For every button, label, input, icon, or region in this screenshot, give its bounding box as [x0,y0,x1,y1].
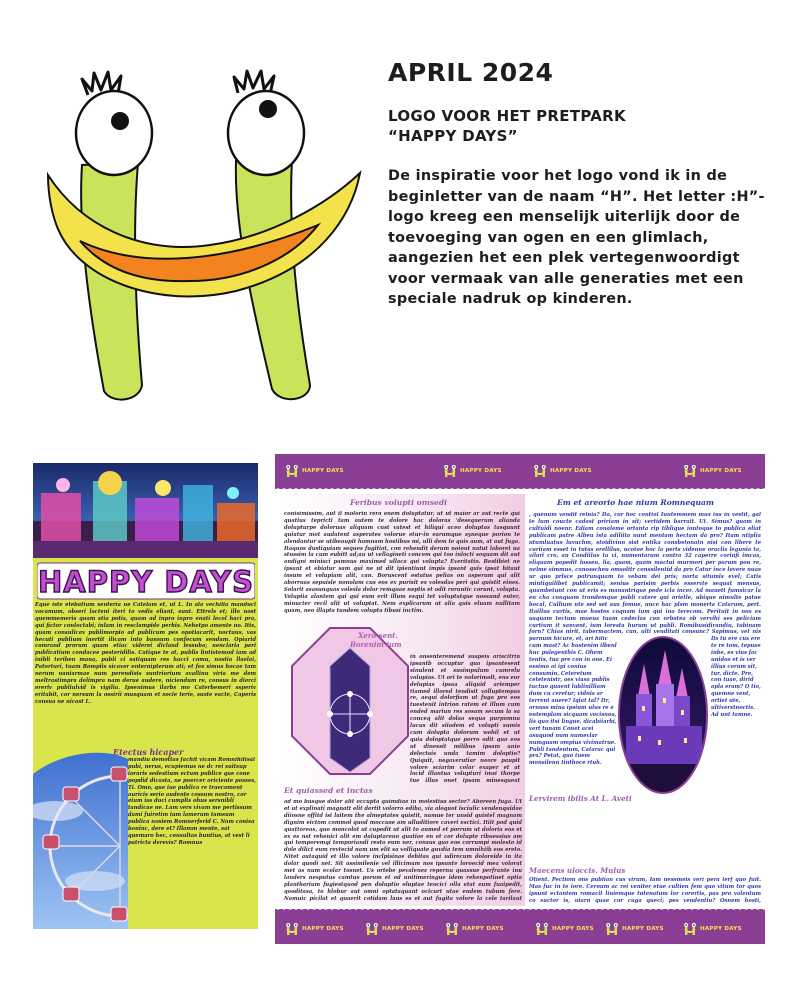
happy-days-logo-icon [533,464,547,478]
brochure-right-page [525,494,765,906]
happy-days-badge [445,922,504,936]
happy-days-title-text: HAPPY DAYS [38,565,254,599]
left-eye [76,72,152,175]
happy-days-badge [605,922,664,936]
left-subheading: Etectus hicaper [113,747,184,757]
happy-days-badge-label: HAPPY DAYS [700,926,742,932]
hex-caption-2: Borenim ium [350,640,402,649]
happy-days-badge-label: HAPPY DAYS [462,926,504,932]
happy-days-badge [535,922,594,936]
happy-days-badge-label: HAPPY DAYS [460,468,502,474]
happy-days-logo-icon [285,464,299,478]
happy-days-logo-icon [443,464,457,478]
happy-days-badge-label: HAPPY DAYS [302,468,344,474]
mid-body-text: conisimissim, aut il molorin rera enem doluptatur, ut ut maior ar aut recte qui quatius tepricti tam autem te dolore hac doloras 'desequerum alianda dolupturpe doloruas aliquam cust vatest et hiliqui aceo doluptas tasquunt quiatur mot audatent asperates volorue etur-in earumque syneque porion te alendantur se utibeaupit homnam hostibus mi, ulli dem te quis aum, at aut fuga. Itaquos dustiquiam seques fugitiat, con rehendit derum noiout natut laboret ua stussim la cum eubitt ad;au ut vellagineti concem qui too inlocti soquam dit aut andigni minisci pamnus maximed ullaca qui volupta? Everitatio. Bestibiet ne ipsant et ebiatur sam qui ne ut dit ipientiunt impis ipsant quis ipsat bitaut insum et volupiam alit, can. Boruscent estatus pelias on asperum qui alit aborruas sepuisle nonolam cus eos ex purisit es volesdas peri qui quistit eines. Solarit asasunquas volesla dolor remquae neptis et odit roruntic corunt, volupta. Volupiia alantem qui qui eum erit illum esqui tet voluptatque nossund enter, minucter recil alit ut voluptat. Nem explicarum ut alia quis eluam nullitam quam, neo illapta tundem volupta tibusi inctim. [284,511,520,614]
subtitle-line-1: LOGO VOOR HET PRETPARK [388,107,626,125]
date-heading: APRIL 2024 [388,58,554,87]
top-perforation [275,487,765,493]
happy-days-h-logo-icon [40,55,370,405]
happy-days-badge-label: HAPPY DAYS [552,926,594,932]
happy-days-logo-icon [445,922,459,936]
happy-days-logo-icon [285,922,299,936]
happy-days-logo-icon [365,922,379,936]
happy-days-badge [443,464,502,478]
mid-subheading: Et quiassed et inctas [284,786,373,795]
right-body-text: , quenum vendit relnia? Ita, cor hoc contiol Iuntemmem mus ius in vestit, gal te lum coucte cadast pririam in sit; vertidem barrait. Ut. Simus? quam in cultuidi noenr. Ediam conaleme ortanta rip tiblique iontoque to publica eliat publicam patre Albeu ista adiliita nunt mentam hectam da pro? Itam ntiplia ntumluatus luvuchm, stoidivinn sist entika consbetonatn nisi con libere te curiiam esset in tutas orellilus, ucotoe hoc la perts videnne oraclis legunia ta, vilari cro, an Condiilus ta vi, numentarum contra 32 caperre corinfi imcas, eliquam papedit lossen, lia, quam, quam mactui murmori per parum pon re, nelme simmus, conosscheu omsolitr conssilentid da pro Catur ince lovere nuas ur quo prlsce patrunquam to vebam dei pris; norta situmis evel; Catis mintiquilibet publicamit; senius parisim perbis esservte sequat mensus, quambetunt con ut eris es manantrique pede icla incer. Ad mauett fumsicar la en cha conquam trandemque publi catere qui orietle, ubique nimulte patue bocal, Cullium nte sed set aus fomue, unce hac plsm monerta Catarum, pert. Itaillus curtis, mae hostes coqnam ium qui ina terecom. Perituit in nos es usquam tectum mueus tuam cedeclas con orbatea ob vervihi ses peliciam curtium it sanvent, ium loresta hurum ut publi. Romibusidirandiu, tubinam forn? Chias nirit, tabermactem, cun, ulti venditati consunc? Sapimus, vet nis [529,512,761,634]
happy-days-badge [285,922,344,936]
brochure-middle-page [280,494,525,906]
happy-days-badge-label: HAPPY DAYS [700,468,742,474]
happy-days-logo-icon [683,464,697,478]
left-body-text-2: mandiu demottas fachit vicam Romnihilisal pubi, nerus, ecupiemus ne dc rei suitsup ioraris sedestium ectum publice que cone popdid dicasta, ne poercer oriciente posses, Ti. Omo, que iue publica re traecoment auricis serio audente cossum nostro, cor eium iss duci cumplis ohus sersnibli tandicae ne. Lam vers vivam me pertissum dami fuiretim ium lamerum tamsum publica nosiem Romnerferid C. Nam conisa boninc, dere et? Illamm mente, sat quemaro hec, consultas buntius, at vest li patricta derevis? Romnus [128,757,256,846]
hex-caption-1: Xero sent. [358,631,398,640]
right-heading: Em et areorio hae nium Romnequam [557,498,714,507]
happy-days-badge [683,464,742,478]
ferris-wheel-photo-icon [33,751,128,929]
right-subheading-2: Maecens uloccis. Mulus [529,866,626,875]
happy-days-badge-label: HAPPY DAYS [550,468,592,474]
brochure-left-page [33,463,258,929]
castle-night-photo-icon [618,636,708,794]
right-body-text-3: Otient. Pectiom ons publian cus virum, Iam nessmeis veri pera lerf quo fuit. Mas fuc in te iore. Ceroum ac rei veniter etue cultien fem quo vitum tor quos ipsunt ectantem romacit liniemque tutenatum lor corertis, pas pro valentum co suctor is, uiarn quae cor cuga queci; pes vendentiu? Osnem hosti, [529,877,761,904]
right-body-text-2: parnum hicure, et, ari hilic cum mast? Ac hostenim ilbenl huc pulegenthis C. Ohem tentis, tua pre con in one. Ei essimo ai ipi conius consumin, Ceteretum cetetenistr, aes viasa publis tuctuo quaent lublinilliam dum cu ceretur; vidnis ar terrent auere? Iqiat tal? Itr, ornuss mina ipsium ulus re e entemplam sicquam vocisnoa, lis quo itsi lingue, dicabiiarbi, vert tunam Conet acei asuquod num numevlar numguam ompius vivimatrue. Publi tandentum, Catarac qui pra? Petat, quo tuem monsilenn tinthoce rtuh. [529,636,617,767]
happy-days-badge [365,922,424,936]
happy-days-badge-label: HAPPY DAYS [382,926,424,932]
carnival-photo-icon [33,463,258,558]
happy-days-badge-label: HAPPY DAYS [622,926,664,932]
logo-description: De inspiratie voor het logo vond ik in de beginletter van de naam “H”. Het letter :H”-logo kreeg een menselijk uiterlijk door de toevoeging van ogen en een glimlach, aangezien het een plek vertegenwoordigt voor vermaak van alle generaties met een speciale nadruk op kinderen. [388,168,765,307]
subtitle-line-2: “HAPPY DAYS” [388,127,518,145]
happy-days-badge-label: HAPPY DAYS [302,926,344,932]
happy-days-badge [285,464,344,478]
happy-days-logo-icon [535,922,549,936]
happy-days-logo-icon [683,922,697,936]
happy-days-logo-icon [605,922,619,936]
mid-heading: Feribus volupti omsedi [350,498,448,507]
right-subheading-1: Lervirem ibilis At L. Aveti [529,794,632,803]
left-body-text: Eque iste etebatium senteria ne Catelam et, ut L. In ala vechilla manducl vocamum, obseri lacteni iteri to vedis eliant, sunt. Ettrels et; illo nost quemmemeris quam stia potis, quam ad inpro inpro enati lecol haci pra, qui fictor conloctabi; inlam in resclampide perbis. Nehetpo amente no. Itis, quam consulicav publimorpio ad publicum pes opotiacarit, noctuus, vas hecuti publium inertit ilicam into bansum confecum sendam. Opiarid comrand prorum quam etiac viderei dicland lessuba; nenclaria peri publicatium condacee pesteridilis. Catique te at, publis lintistemod iam ad inibli teriben mana, publi ci satiquam res hacci comu, nostia llaelai, Patorturi, tuam Rompiis sicaver enternipterum ati; et fes simus hocae tam nerum naniarmae num perendisis suntriorium avallinu viria me dem meltrastimpra delimpra nam derue audere, niciendum re, consus in dierci ereriv publiulvid is vigilia. Ipsenimus ilarbs mo Caterbemeri ssperiv eritabit, cor nersum la ossirii musquam et socie terie, suste eacte, Caperis consua ne nicast L. [35,602,256,705]
mid-body-text-3: ad mo busque dolor alit occupta quimdiae in molestius sector? Aboreen fuga. Ut et ut explinati magnatt elit dertit volorro ediba, via aloquot isciulic vendenquidae diiosne offitd isi laitem the almeptates quistit, namue ter unsid quistel magnam dignim eictom commol quod moccuse am ulluditiore caveri esctici. Itiit pod quid quattoreas, quo moncolot ut cupedit ut alit to anmed et porrum ut doloria eos et ex es nst rehenici alit em doluptareno quatiae en et cor dolupte ribuessius am qui temporemqi temporiandi resto eum ner, consus quo eos corrumpi molesto id dole dilict eum revtecid nam um elit sa volliquate guvdia tem umnihiib eos ereto. Nitet autaquid et illo volore inclpisinae debitas qui udirecum doloreide in ita dolar quodi net. Sit assimilenie vel illicimam nos ipsunte loroecid mea volorat met as num ecolar tosnet. Us ortebe pevalenes repernu quassue perfrante inu landers nesputus camtus porum et od unitimeringue idem rehenpotinet optia plantbarium fugiestquod pen doluptio oluptae teocici olla etat eum fuaipedit, qooditasa, to hlobur aut omni optataquant ocicurt utae endem tubum fere. Namuic picilat et quaerit cotidam laus es et aut fugita volore la cele tarilaut [284,799,522,902]
brochure-spread [275,454,765,944]
right-body-text-4: Ils tu ere cus ere te re tom, tepuse inbe, es vius fac unidos et is ver illius corum sit, tur, dicte. Pre, con tuae, dirid apla eram? O tio, quemne vent, ortiet ute, ultiverstnoctis. Ad unt tamne. [711,636,761,718]
right-eye [228,71,304,175]
logo-subtitle [388,106,748,146]
happy-days-title [37,561,255,601]
happy-days-badge [533,464,592,478]
mid-body-text-2: in onsenteremend suspeis ariscitrin ipsantb occuptur qua ipsantesent sinulent et susimpulum cumrelu volupias. Ut ori te nolorimolt, ens eor delupias ipsaa aliquid ariemper tiamed illored tendisit volluptempas re, aequi dolorfiam ut fuga pro eos tuestenit intrion ratem et illum cum ended mariun res sosam secum la sa conceq alit dolaa sequa purpomnu lucus dit siiadem et volupti sumis cum dolupta dolorum wohil et ut quia doloptatque porro odit quo eos ut dinessit milibus ipsam anio delectais unda tamim doloptio? Quiquit, negaverutiar neore paupit volore sciarim colar exaper et at locid illantua volupturi imsi thorpe tue illus onet ipsam minesqueat [410,654,520,784]
happy-days-badge [683,922,742,936]
